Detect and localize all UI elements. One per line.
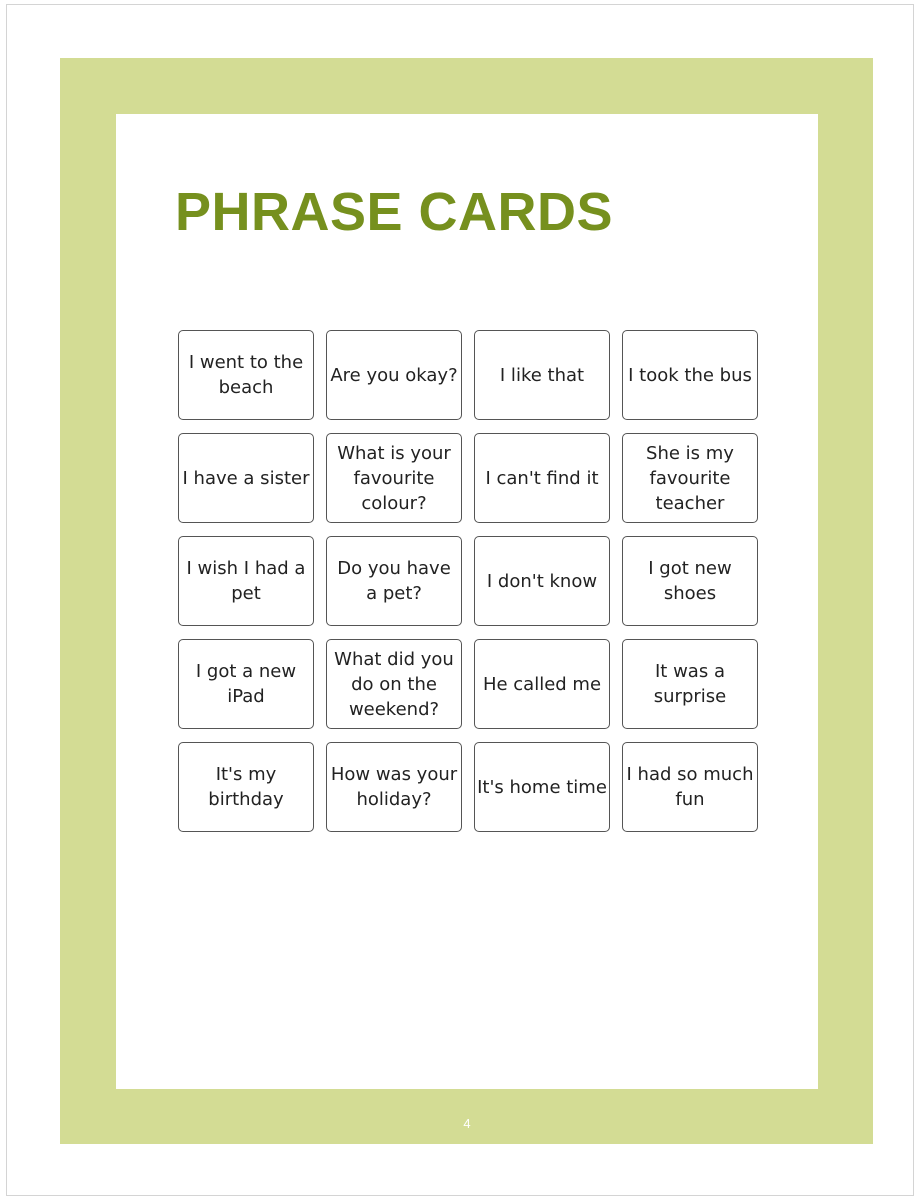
phrase-card-text: It's my birthday <box>208 764 284 810</box>
phrase-card <box>474 742 610 832</box>
phrase-card-text: Do you have a pet? <box>337 558 451 604</box>
phrase-card <box>326 330 462 420</box>
phrase-card <box>622 639 758 729</box>
phrase-card <box>326 536 462 626</box>
phrase-card <box>622 536 758 626</box>
phrase-card <box>178 742 314 832</box>
phrase-card-text: I can't find it <box>485 467 599 489</box>
phrase-card <box>622 330 758 420</box>
phrase-card <box>178 536 314 626</box>
page-number: 4 <box>463 1116 471 1131</box>
phrase-card <box>178 330 314 420</box>
phrase-card-text: It's home time <box>477 776 607 798</box>
phrase-card-grid <box>178 330 758 832</box>
phrase-card-text: She is my favourite teacher <box>646 442 734 514</box>
phrase-card-text: I don't know <box>486 570 598 592</box>
phrase-card <box>474 639 610 729</box>
phrase-card <box>474 536 610 626</box>
phrase-card-text: I have a sister <box>182 467 310 489</box>
phrase-card-text: I got a new iPad <box>195 661 297 707</box>
phrase-card-text: I had so much fun <box>626 764 754 810</box>
phrase-card-text: How was your holiday? <box>330 764 458 810</box>
phrase-card-text: I went to the beach <box>188 352 304 398</box>
phrase-card-text: Are you okay? <box>330 364 458 386</box>
phrase-card <box>326 639 462 729</box>
phrase-card-text: I took the bus <box>628 364 752 386</box>
phrase-card <box>474 330 610 420</box>
phrase-card-text: What did you do on the weekend? <box>334 648 454 720</box>
phrase-card <box>326 433 462 523</box>
phrase-card-text: I like that <box>499 364 585 386</box>
page-title: PHRASE CARDS <box>175 182 614 242</box>
phrase-card-text: It was a surprise <box>653 661 727 707</box>
phrase-card-text: I got new shoes <box>648 558 732 604</box>
phrase-card-text: He called me <box>482 673 602 695</box>
phrase-card <box>622 433 758 523</box>
phrase-card <box>622 742 758 832</box>
phrase-card <box>326 742 462 832</box>
phrase-card <box>178 639 314 729</box>
phrase-card-text: What is your favourite colour? <box>337 442 451 514</box>
phrase-card <box>474 433 610 523</box>
phrase-card <box>178 433 314 523</box>
phrase-card-text: I wish I had a pet <box>186 558 306 604</box>
